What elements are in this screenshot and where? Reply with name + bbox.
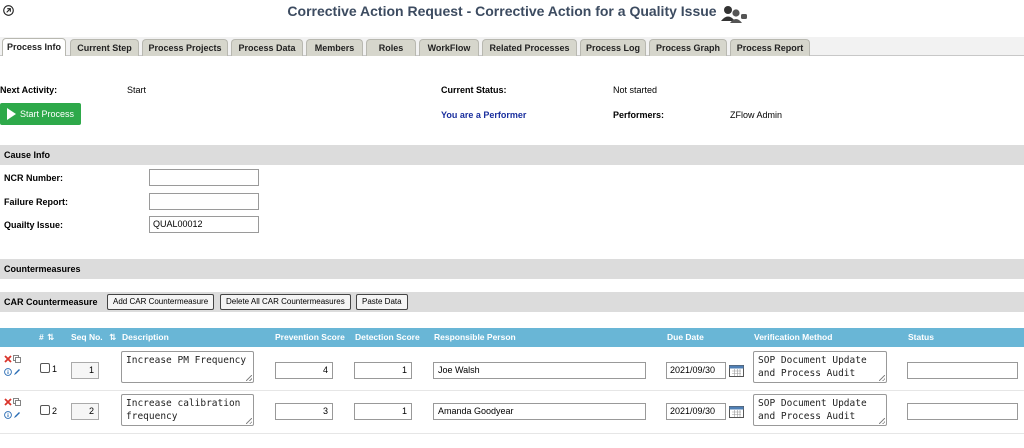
sort-icon[interactable]: ⇅ — [109, 332, 117, 342]
tab-process-report[interactable]: Process Report — [730, 39, 810, 56]
responsible-person-field[interactable]: Joe Walsh — [433, 362, 646, 379]
resize-handle-icon[interactable] — [246, 418, 252, 424]
copy-row-icon[interactable] — [13, 355, 21, 363]
next-activity-label: Next Activity: — [0, 85, 58, 95]
due-date-field[interactable]: 2021/09/30 — [666, 362, 726, 379]
detection-score-field[interactable]: 1 — [354, 403, 412, 420]
people-icon[interactable] — [720, 4, 748, 24]
resize-handle-icon[interactable] — [879, 375, 885, 381]
performers-value: ZFlow Admin — [730, 110, 783, 120]
info-icon[interactable] — [4, 411, 12, 419]
row-checkbox[interactable] — [40, 405, 50, 415]
performers-label: Performers: — [613, 110, 665, 120]
description-textarea[interactable] — [121, 394, 254, 426]
edit-icon[interactable] — [13, 411, 21, 419]
current-status-value: Not started — [613, 85, 658, 95]
play-icon — [7, 108, 16, 120]
row-divider — [0, 433, 1024, 434]
description-text: Increase PM Frequency — [126, 355, 247, 366]
tab-related-processes[interactable]: Related Processes — [482, 39, 577, 56]
next-activity-value: Start — [127, 85, 147, 95]
sort-icon[interactable]: ⇅ — [47, 332, 55, 342]
tab-process-data[interactable]: Process Data — [231, 39, 303, 56]
tab-process-info[interactable]: Process Info — [2, 38, 66, 56]
col-status: Status — [908, 332, 934, 342]
table-row — [0, 391, 1024, 433]
tab-roles[interactable]: Roles — [366, 39, 416, 56]
resize-handle-icon[interactable] — [879, 418, 885, 424]
page-title: Corrective Action Request - Corrective Action for a Quality Issue — [287, 3, 717, 19]
copy-row-icon[interactable] — [13, 398, 21, 406]
title-bar — [0, 0, 1024, 30]
resize-handle-icon[interactable] — [246, 375, 252, 381]
tab-process-projects[interactable]: Process Projects — [142, 39, 228, 56]
col-num[interactable]: # — [39, 332, 44, 342]
status-field[interactable] — [907, 403, 1018, 420]
edit-icon[interactable] — [13, 368, 21, 376]
status-field[interactable] — [907, 362, 1018, 379]
ncr-label: NCR Number: — [4, 173, 64, 183]
verification-textarea[interactable] — [753, 394, 887, 426]
col-description: Description — [122, 332, 169, 342]
verification-textarea[interactable] — [753, 351, 887, 383]
prevention-score-field[interactable]: 4 — [275, 362, 333, 379]
failure-report-label: Failure Report: — [4, 197, 69, 207]
col-detection: Detection Score — [355, 332, 420, 342]
info-icon[interactable] — [4, 368, 12, 376]
start-process-label: Start Process — [20, 109, 75, 119]
tab-workflow[interactable]: WorkFlow — [419, 39, 479, 56]
col-responsible: Responsible Person — [434, 332, 516, 342]
detection-score-field[interactable]: 1 — [354, 362, 412, 379]
col-seq[interactable]: Seq No. — [71, 332, 103, 342]
row-number: 1 — [52, 364, 58, 374]
description-text: Increase calibration frequency — [126, 398, 247, 422]
tab-process-graph[interactable]: Process Graph — [649, 39, 727, 56]
seq-field[interactable]: 1 — [71, 362, 99, 379]
quality-issue-input[interactable]: QUAL00012 — [149, 216, 259, 233]
paste-data-button[interactable]: Paste Data — [356, 294, 408, 310]
calendar-icon[interactable] — [729, 364, 744, 377]
verification-text: SOP Document Update and Process Audit — [758, 355, 873, 379]
delete-row-icon[interactable] — [4, 398, 12, 406]
current-status-label: Current Status: — [441, 85, 507, 95]
add-car-button[interactable]: Add CAR Countermeasure — [107, 294, 214, 310]
cause-info-section: Cause Info — [0, 145, 1024, 165]
ncr-input[interactable] — [149, 169, 259, 186]
responsible-person-field[interactable]: Amanda Goodyear — [433, 403, 646, 420]
verification-text: SOP Document Update and Process Audit — [758, 398, 873, 422]
description-textarea[interactable] — [121, 351, 254, 383]
prevention-score-field[interactable]: 3 — [275, 403, 333, 420]
failure-report-input[interactable] — [149, 193, 259, 210]
grid-header — [0, 328, 1024, 347]
calendar-icon[interactable] — [729, 405, 744, 418]
col-verification: Verification Method — [754, 332, 833, 342]
col-prevention: Prevention Score — [275, 332, 345, 342]
delete-row-icon[interactable] — [4, 355, 12, 363]
seq-field[interactable]: 2 — [71, 403, 99, 420]
car-countermeasure-label: CAR Countermeasure — [4, 297, 98, 307]
due-date-field[interactable]: 2021/09/30 — [666, 403, 726, 420]
quality-issue-label: Quailty Issue: — [4, 220, 64, 230]
table-row — [0, 348, 1024, 390]
countermeasures-section: Countermeasures — [0, 259, 1024, 279]
col-due-date: Due Date — [667, 332, 704, 342]
performer-note: You are a Performer — [441, 110, 527, 120]
tab-current-step[interactable]: Current Step — [70, 39, 139, 56]
row-number: 2 — [52, 406, 58, 416]
tab-strip — [0, 37, 1024, 56]
row-checkbox[interactable] — [40, 363, 50, 373]
tab-members[interactable]: Members — [306, 39, 363, 56]
start-process-button[interactable] — [0, 103, 81, 125]
delete-all-car-button[interactable]: Delete All CAR Countermeasures — [220, 294, 351, 310]
tab-process-log[interactable]: Process Log — [580, 39, 646, 56]
